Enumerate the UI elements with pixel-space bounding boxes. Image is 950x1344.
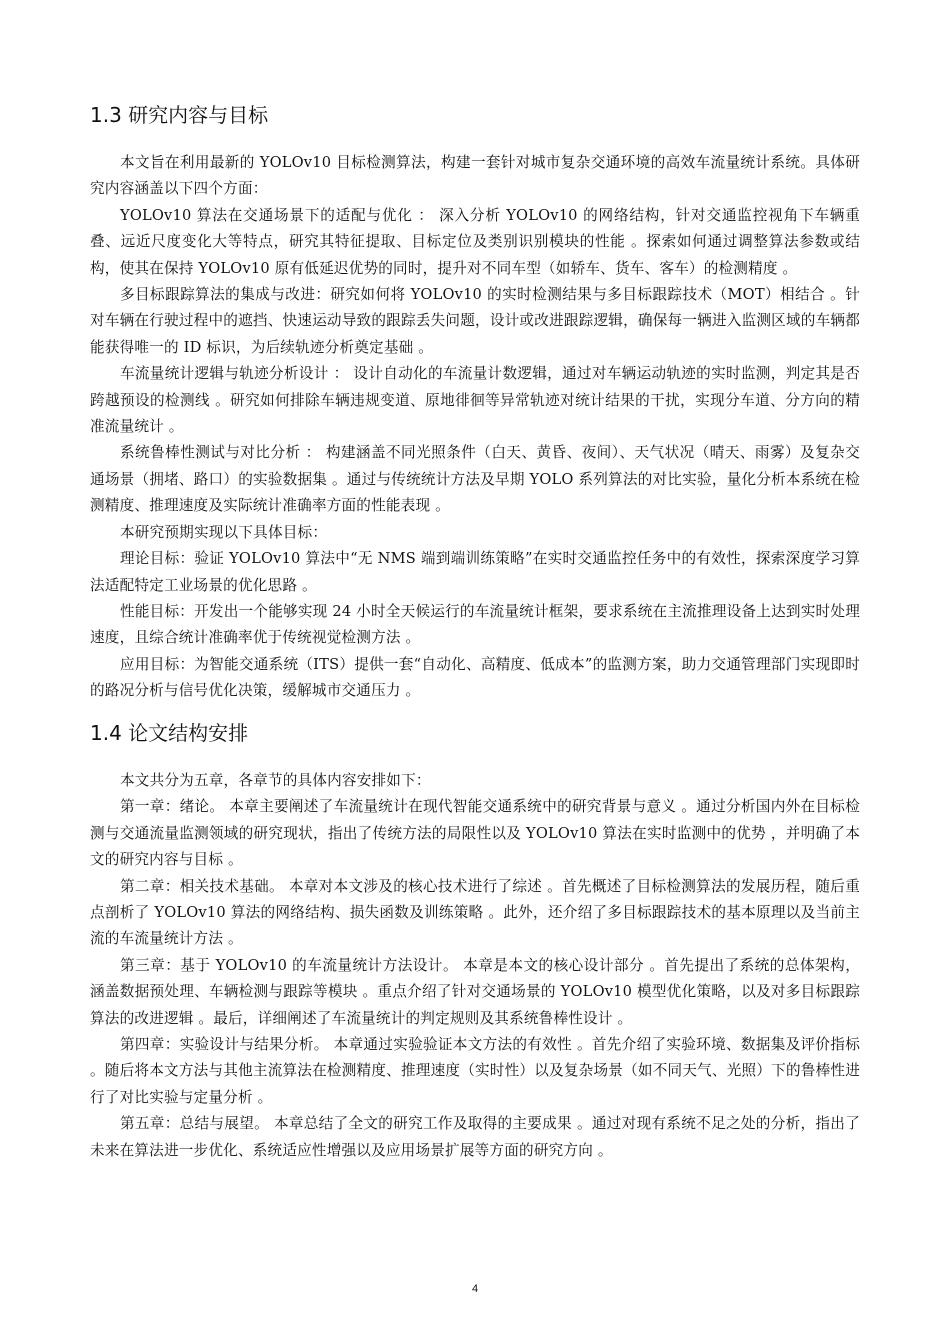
paragraph-application-goal: 应用目标：为智能交通系统（ITS）提供一套“自动化、高精度、低成本”的监测方案，助力交通管理部门实现即时的路况分析与信号优化决策，缓解城市交通压力 。 bbox=[90, 655, 860, 700]
paragraph-structure-intro: 本文共分为五章，各章节的具体内容安排如下： bbox=[120, 772, 431, 789]
paragraph-yolov10-adaptation: YOLOv10 算法在交通场景下的适配与优化 ： 深入分析 YOLOv10 的网络结构，针对交通监控视角下车辆重叠、远近尺度变化大等特点，研究其特征提取、目标定位及类别识别模块的性能 。探索如何通过调整算法参数或结构，使其在保持 YOLOv10 原有低延迟优势的同时，提升对不同车型（如轿车、货车、客车）的检测精度 。 bbox=[90, 206, 860, 277]
page-number: 4 bbox=[471, 1283, 479, 1295]
section-research-content bbox=[90, 100, 860, 705]
paragraph-chapter-4: 第四章：实验设计与结果分析。 本章通过实验验证本文方法的有效性 。首先介绍了实验环境、数据集及评价指标 。随后将本文方法与其他主流算法在检测精度、推理速度（实时性）以及复杂场景（如不同天气、光照）下的鲁棒性进行了对比实验与定量分析 。 bbox=[90, 1036, 860, 1106]
paragraph-counting-logic: 车流量统计逻辑与轨迹分析设计 ： 设计自动化的车流量计数逻辑，通过对车辆运动轨迹的实时监测，判定其是否跨越预设的检测线 。研究如何排除车辆违规变道、原地徘徊等异常轨迹对统计结果的干扰，实现分车道、分方向的精准流量统计 。 bbox=[90, 365, 860, 436]
paragraph-intro: 本文旨在利用最新的 YOLOv10 目标检测算法，构建一套针对城市复杂交通环境的高效车流量统计系统。具体研究内容涵盖以下四个方面： bbox=[90, 154, 860, 198]
paragraph-chapter-1: 第一章：绪论。 本章主要阐述了车流量统计在现代智能交通系统中的研究背景与意义 。通过分析国内外在目标检测与交通流量监测领域的研究现状，指出了传统方法的局限性以及 YOLOv10 算法在实时监测中的优势 ，并明确了本文的研究内容与目标 。 bbox=[90, 798, 860, 869]
paragraph-theory-goal: 理论目标：验证 YOLOv10 算法中“无 NMS 端到端训练策略”在实时交通监控任务中的有效性，探索深度学习算法适配特定工业场景的优化思路 。 bbox=[90, 550, 860, 594]
paragraph-goals-intro: 本研究预期实现以下具体目标： bbox=[120, 523, 328, 541]
section-heading: 1.3 研究内容与目标 bbox=[90, 103, 269, 127]
paragraph-robustness-test: 系统鲁棒性测试与对比分析 ： 构建涵盖不同光照条件（白天、黄昏、夜间）、天气状况（晴天、雨雾）及复杂交通场景（拥堵、路口）的实验数据集 。通过与传统统计方法及早期 YOLO 系列算法的对比实验，量化分析本系统在检测精度、推理速度及实际统计准确率方面的性能表现 。 bbox=[90, 444, 860, 515]
paragraph-chapter-3: 第三章：基于 YOLOv10 的车流量统计方法设计。 本章是本文的核心设计部分 。首先提出了系统的总体架构，涵盖数据预处理、车辆检测与跟踪等模块 。重点介绍了针对交通场景的 YOLOv10 模型优化策略，以及对多目标跟踪算法的改进逻辑 。最后，详细阐述了车流量统计的判定规则及其系统鲁棒性设计 。 bbox=[90, 956, 860, 1027]
paragraph-chapter-2: 第二章：相关技术基础。 本章对本文涉及的核心技术进行了综述 。首先概述了目标检测算法的发展历程，随后重点剖析了 YOLOv10 算法的网络结构、损失函数及训练策略 。此外，还介绍了多目标跟踪技术的基本原理以及当前主流的车流量统计方法 。 bbox=[90, 877, 860, 948]
paragraph-mot-integration: 多目标跟踪算法的集成与改进：研究如何将 YOLOv10 的实时检测结果与多目标跟踪技术（MOT）相结合 。针对车辆在行驶过程中的遮挡、快速运动导致的跟踪丢失问题，设计或改进跟踪逻辑，确保每一辆进入监测区域的车辆都能获得唯一的 ID 标识，为后续轨迹分析奠定基础 。 bbox=[90, 286, 860, 356]
section-thesis-structure bbox=[90, 718, 860, 1164]
paragraph-chapter-5: 第五章：总结与展望。 本章总结了全文的研究工作及取得的主要成果 。通过对现有系统不足之处的分析，指出了未来在算法进一步优化、系统适应性增强以及应用场景扩展等方面的研究方向 。 bbox=[90, 1115, 860, 1159]
section-heading: 1.4 论文结构安排 bbox=[90, 721, 249, 745]
paragraph-performance-goal: 性能目标：开发出一个能够实现 24 小时全天候运行的车流量统计框架，要求系统在主流推理设备上达到实时处理速度，且综合统计准确率优于传统视觉检测方法 。 bbox=[90, 602, 860, 647]
